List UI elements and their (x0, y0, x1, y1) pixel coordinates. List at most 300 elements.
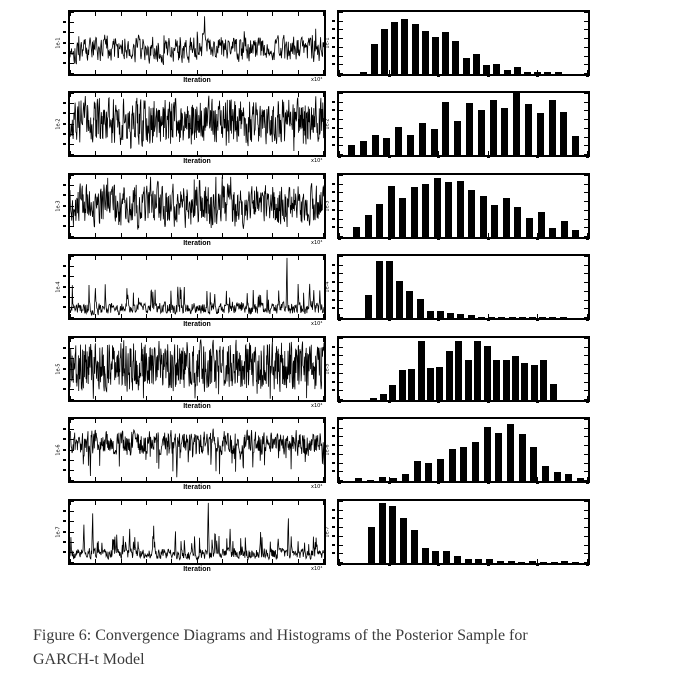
tick-mark (584, 273, 588, 274)
tick-label-mark (332, 183, 335, 185)
tick-label-mark (338, 564, 341, 566)
histogram-bar (389, 506, 396, 563)
tick-label-mark (63, 378, 66, 380)
histogram-bar (402, 474, 409, 481)
tick-mark (339, 119, 343, 120)
trace-line-series (70, 419, 324, 481)
trace-plot-2 (55, 91, 326, 157)
histogram-bar (529, 561, 536, 563)
tick-label-mark (338, 156, 341, 158)
histogram-bar (549, 100, 556, 155)
tick-label-mark (332, 281, 335, 283)
tick-mark (584, 145, 588, 146)
tick-mark (339, 192, 343, 193)
tick-mark (587, 70, 588, 74)
histogram-bar (514, 207, 521, 237)
histogram-bar (572, 230, 579, 237)
tick-label-mark (63, 510, 66, 512)
tick-mark (584, 227, 588, 228)
tick-label-mark (332, 517, 335, 519)
tick-label-mark (332, 299, 335, 301)
x-axis-scale-note: x10⁴ (311, 484, 323, 490)
histogram-bar (512, 356, 519, 400)
histogram-bar (401, 19, 408, 74)
tick-mark (339, 501, 343, 502)
tick-label-mark (63, 215, 66, 217)
histogram-bar (390, 478, 397, 481)
tick-mark (339, 527, 343, 528)
trace-line-series (70, 256, 324, 318)
histogram-y-axis-label: 1e-1 (324, 37, 331, 49)
tick-label-mark (63, 205, 66, 207)
histogram-bar (503, 360, 510, 400)
tick-label-mark (332, 381, 335, 383)
tick-mark (584, 137, 588, 138)
histogram-plot-5 (324, 336, 590, 402)
tick-label-mark (63, 438, 66, 440)
tick-mark (584, 527, 588, 528)
x-axis-label: Iteration (183, 566, 211, 573)
tick-label-mark (332, 535, 335, 537)
histogram-bar (483, 65, 490, 74)
histogram-plot-6 (324, 417, 590, 483)
histogram-bar (530, 447, 537, 481)
histogram-bar (447, 313, 454, 318)
x-axis-scale-note: x10⁴ (311, 321, 323, 327)
tick-mark (339, 175, 343, 176)
tick-label-mark (586, 319, 589, 321)
histogram-bar (443, 551, 450, 563)
tick-mark (339, 12, 343, 13)
histogram-bar (498, 317, 505, 318)
tick-mark (339, 201, 343, 202)
histogram-bar (493, 64, 500, 74)
tick-mark (584, 56, 588, 57)
histogram-bar (396, 281, 403, 318)
tick-label-mark (63, 459, 66, 461)
tick-mark (584, 256, 588, 257)
tick-label-mark (63, 306, 66, 308)
histogram-y-axis-label: 1e-3 (324, 200, 331, 212)
tick-mark (339, 282, 343, 283)
histogram-bar (454, 121, 461, 155)
tick-mark (339, 300, 343, 301)
x-axis-scale-note: x10⁴ (311, 566, 323, 572)
tick-label-mark (388, 564, 391, 566)
trace-y-axis-label: 1e-3 (55, 200, 62, 212)
tick-label-mark (338, 482, 341, 484)
histogram-bar (549, 317, 556, 318)
histogram-bar (540, 360, 547, 400)
histogram-bar (514, 67, 521, 74)
histogram-plot-7 (324, 499, 590, 565)
histogram-bar (360, 72, 367, 74)
histogram-bar (493, 360, 500, 400)
tick-label-mark (536, 238, 539, 240)
histogram-bar (399, 198, 406, 237)
histogram-bar (480, 196, 487, 237)
tick-mark (339, 373, 343, 374)
tick-mark (339, 128, 343, 129)
tick-label-mark (586, 401, 589, 403)
histogram-bar (360, 141, 367, 155)
histogram-bar (434, 178, 441, 237)
histogram-bar (561, 221, 568, 237)
histogram-bar (379, 503, 386, 563)
tick-mark (339, 219, 343, 220)
trace-plot-1 (55, 10, 326, 76)
tick-label-mark (338, 238, 341, 240)
histogram-bar (379, 477, 386, 481)
tick-label-mark (437, 482, 440, 484)
tick-label-mark (63, 42, 66, 44)
x-axis-label: Iteration (183, 77, 211, 84)
histogram-bar (365, 215, 372, 237)
x-axis-scale-note: x10⁴ (311, 240, 323, 246)
tick-label-mark (63, 286, 66, 288)
tick-mark (339, 454, 343, 455)
tick-label-mark (437, 564, 440, 566)
tick-mark (584, 219, 588, 220)
histogram-bar (549, 228, 556, 237)
histogram-bar (550, 384, 557, 400)
tick-mark (584, 210, 588, 211)
histogram-bar (504, 70, 511, 74)
histogram-bar (474, 341, 481, 400)
histogram-bar (432, 37, 439, 74)
tick-mark (584, 291, 588, 292)
tick-label-mark (63, 347, 66, 349)
histogram-bar (400, 518, 407, 563)
tick-mark (584, 119, 588, 120)
tick-mark (339, 477, 340, 481)
histogram-bar (468, 315, 475, 318)
histogram-bar (455, 341, 462, 400)
histogram-bar (411, 187, 418, 237)
histogram-bar (472, 442, 479, 481)
tick-mark (339, 38, 343, 39)
x-axis-label: Iteration (183, 158, 211, 165)
histogram-bar (422, 548, 429, 563)
tick-mark (339, 338, 343, 339)
tick-mark (339, 382, 343, 383)
tick-label-mark (332, 427, 335, 429)
tick-label-mark (63, 102, 66, 104)
histogram-bar (465, 360, 472, 400)
histogram-bar (368, 527, 375, 563)
tick-mark (584, 510, 588, 511)
x-axis-label: Iteration (183, 321, 211, 328)
histogram-bar (422, 31, 429, 74)
histogram-bar (376, 261, 383, 318)
tick-label-mark (332, 372, 335, 374)
tick-label-mark (332, 462, 335, 464)
tick-label-mark (332, 200, 335, 202)
tick-mark (584, 364, 588, 365)
histogram-bar (383, 138, 390, 155)
tick-label-mark (332, 509, 335, 511)
tick-label-mark (586, 564, 589, 566)
histogram-bar (442, 32, 449, 74)
tick-label-mark (586, 156, 589, 158)
tick-label-mark (388, 75, 391, 77)
tick-mark (339, 553, 343, 554)
histogram-bar (497, 561, 504, 563)
histogram-plot-4 (324, 254, 590, 320)
histogram-bar (408, 369, 415, 400)
tick-mark (488, 233, 489, 237)
tick-mark (584, 282, 588, 283)
histogram-bar (348, 145, 355, 155)
tick-mark (584, 428, 588, 429)
histogram-bar (524, 72, 531, 74)
tick-mark (584, 128, 588, 129)
histogram-bar (419, 123, 426, 155)
tick-label-mark (63, 133, 66, 135)
tick-label-mark (437, 156, 440, 158)
tick-mark (339, 184, 343, 185)
histogram-y-axis-label: 1e-6 (324, 444, 331, 456)
tick-label-mark (332, 552, 335, 554)
tick-label-mark (63, 225, 66, 227)
tick-mark (584, 463, 588, 464)
tick-label-mark (332, 37, 335, 39)
histogram-bar (395, 127, 402, 155)
tick-label-mark (487, 482, 490, 484)
tick-mark (584, 338, 588, 339)
tick-label-mark (388, 482, 391, 484)
histogram-bar (465, 559, 472, 563)
tick-mark (584, 192, 588, 193)
histogram-bar (538, 212, 545, 237)
tick-mark (339, 364, 343, 365)
tick-label-mark (437, 319, 440, 321)
histogram-bar (460, 447, 467, 481)
histogram-bar (411, 530, 418, 563)
histogram-bar (431, 129, 438, 155)
histogram-y-axis-label: 1e-5 (324, 363, 331, 375)
trace-line-series (70, 338, 324, 400)
trace-y-axis-label: 1e-1 (55, 37, 62, 49)
tick-label-mark (332, 363, 335, 365)
tick-mark (339, 256, 343, 257)
histogram-bar (449, 449, 456, 481)
histogram-bar (427, 368, 434, 400)
tick-label-mark (63, 296, 66, 298)
histogram-bar (484, 346, 491, 400)
tick-label-mark (487, 238, 490, 240)
histogram-plot-2 (324, 91, 590, 157)
tick-label-mark (332, 526, 335, 528)
histogram-y-axis-label: 1e-7 (324, 526, 331, 538)
histogram-bar (353, 227, 360, 237)
tick-mark (584, 355, 588, 356)
histogram-bar (555, 72, 562, 74)
tick-mark (339, 396, 340, 400)
trace-plot-5 (55, 336, 326, 402)
tick-mark (339, 463, 343, 464)
histogram-bar (463, 58, 470, 74)
histogram-bar (509, 317, 516, 318)
tick-mark (339, 559, 340, 563)
tick-mark (438, 151, 439, 155)
histogram-bar (537, 113, 544, 155)
histogram-bar (381, 29, 388, 74)
tick-label-mark (332, 101, 335, 103)
histogram-bar (436, 367, 443, 400)
tick-label-mark (536, 564, 539, 566)
tick-label-mark (437, 401, 440, 403)
figure-caption-line1: Figure 6: Convergence Diagrams and Histograms of the Posterior Sample for (33, 627, 528, 644)
tick-mark (584, 382, 588, 383)
tick-mark (584, 553, 588, 554)
histogram-bar (475, 559, 482, 563)
tick-mark (339, 545, 343, 546)
histogram-bar (525, 104, 532, 155)
tick-mark (584, 501, 588, 502)
tick-label-mark (332, 46, 335, 48)
histogram-bar (551, 562, 558, 563)
tick-mark (339, 355, 343, 356)
tick-label-mark (332, 307, 335, 309)
histogram-bar (554, 472, 561, 481)
tick-mark (339, 70, 340, 74)
histogram-bar (437, 311, 444, 318)
tick-label-mark (63, 520, 66, 522)
histogram-bar (466, 103, 473, 155)
tick-label-mark (63, 112, 66, 114)
histogram-bar (572, 136, 579, 155)
histogram-y-axis-label: 1e-4 (324, 281, 331, 293)
tick-label-mark (332, 218, 335, 220)
histogram-bar (442, 102, 449, 155)
histogram-bar (503, 198, 510, 237)
x-axis-scale-note: x10⁴ (311, 403, 323, 409)
tick-mark (584, 536, 588, 537)
tick-label-mark (63, 357, 66, 359)
tick-label-mark (63, 31, 66, 33)
tick-label-mark (332, 209, 335, 211)
tick-label-mark (487, 319, 490, 321)
tick-mark (339, 471, 343, 472)
histogram-bar (531, 365, 538, 400)
histogram-bar (560, 317, 567, 318)
tick-label-mark (332, 63, 335, 65)
tick-label-mark (536, 75, 539, 77)
histogram-bar (380, 394, 387, 400)
tick-label-mark (332, 226, 335, 228)
histogram-bar (407, 135, 414, 155)
tick-label-mark (332, 389, 335, 391)
tick-label-mark (63, 184, 66, 186)
tick-label-mark (332, 28, 335, 30)
tick-label-mark (536, 401, 539, 403)
tick-mark (389, 70, 390, 74)
tick-label-mark (332, 354, 335, 356)
tick-label-mark (63, 428, 66, 430)
tick-mark (587, 477, 588, 481)
tick-mark (339, 518, 343, 519)
histogram-bar (495, 433, 502, 481)
tick-label-mark (332, 127, 335, 129)
histogram-bar (412, 24, 419, 74)
tick-label-mark (332, 144, 335, 146)
x-axis-scale-note: x10⁴ (311, 158, 323, 164)
tick-label-mark (63, 368, 66, 370)
histogram-bar (376, 204, 383, 237)
tick-mark (339, 110, 343, 111)
tick-label-mark (332, 544, 335, 546)
tick-mark (339, 210, 343, 211)
tick-label-mark (388, 401, 391, 403)
tick-label-mark (63, 531, 66, 533)
trace-plot-3 (55, 173, 326, 239)
tick-label-mark (332, 264, 335, 266)
tick-label-mark (388, 319, 391, 321)
histogram-bar (406, 291, 413, 318)
trace-y-axis-label: 1e-5 (55, 363, 62, 375)
figure-caption (33, 624, 663, 672)
tick-label-mark (536, 482, 539, 484)
tick-mark (339, 145, 343, 146)
tick-label-mark (338, 319, 341, 321)
tick-mark (584, 454, 588, 455)
tick-label-mark (388, 238, 391, 240)
tick-mark (339, 536, 343, 537)
tick-mark (339, 56, 343, 57)
histogram-plot-3 (324, 173, 590, 239)
tick-label-mark (63, 52, 66, 54)
trace-line-series (70, 175, 324, 237)
tick-mark (339, 291, 343, 292)
histogram-bar (445, 182, 452, 237)
tick-label-mark (536, 319, 539, 321)
tick-mark (584, 93, 588, 94)
tick-label-mark (332, 20, 335, 22)
x-axis-label: Iteration (183, 240, 211, 247)
histogram-bar (519, 317, 526, 318)
tick-mark (339, 390, 343, 391)
histogram-bar (372, 135, 379, 155)
tick-label-mark (63, 123, 66, 125)
histogram-bar (534, 72, 541, 74)
histogram-bar (491, 205, 498, 237)
histogram-bar (452, 41, 459, 74)
tick-label-mark (332, 346, 335, 348)
trace-plot-4 (55, 254, 326, 320)
tick-mark (339, 265, 343, 266)
tick-label-mark (332, 444, 335, 446)
trace-plot-7 (55, 499, 326, 565)
x-axis-label: Iteration (183, 403, 211, 410)
trace-y-axis-label: 1e-4 (55, 281, 62, 293)
tick-mark (584, 175, 588, 176)
tick-mark (339, 47, 343, 48)
histogram-bar (414, 461, 421, 481)
histogram-bar (501, 108, 508, 155)
tick-label-mark (536, 156, 539, 158)
tick-mark (584, 102, 588, 103)
histogram-bar (367, 480, 374, 481)
tick-mark (537, 559, 538, 563)
tick-mark (584, 390, 588, 391)
tick-label-mark (63, 541, 66, 543)
tick-mark (339, 347, 343, 348)
histogram-bar (540, 562, 547, 563)
histogram-bar (457, 181, 464, 237)
histogram-bar (577, 478, 584, 481)
tick-label-mark (332, 290, 335, 292)
